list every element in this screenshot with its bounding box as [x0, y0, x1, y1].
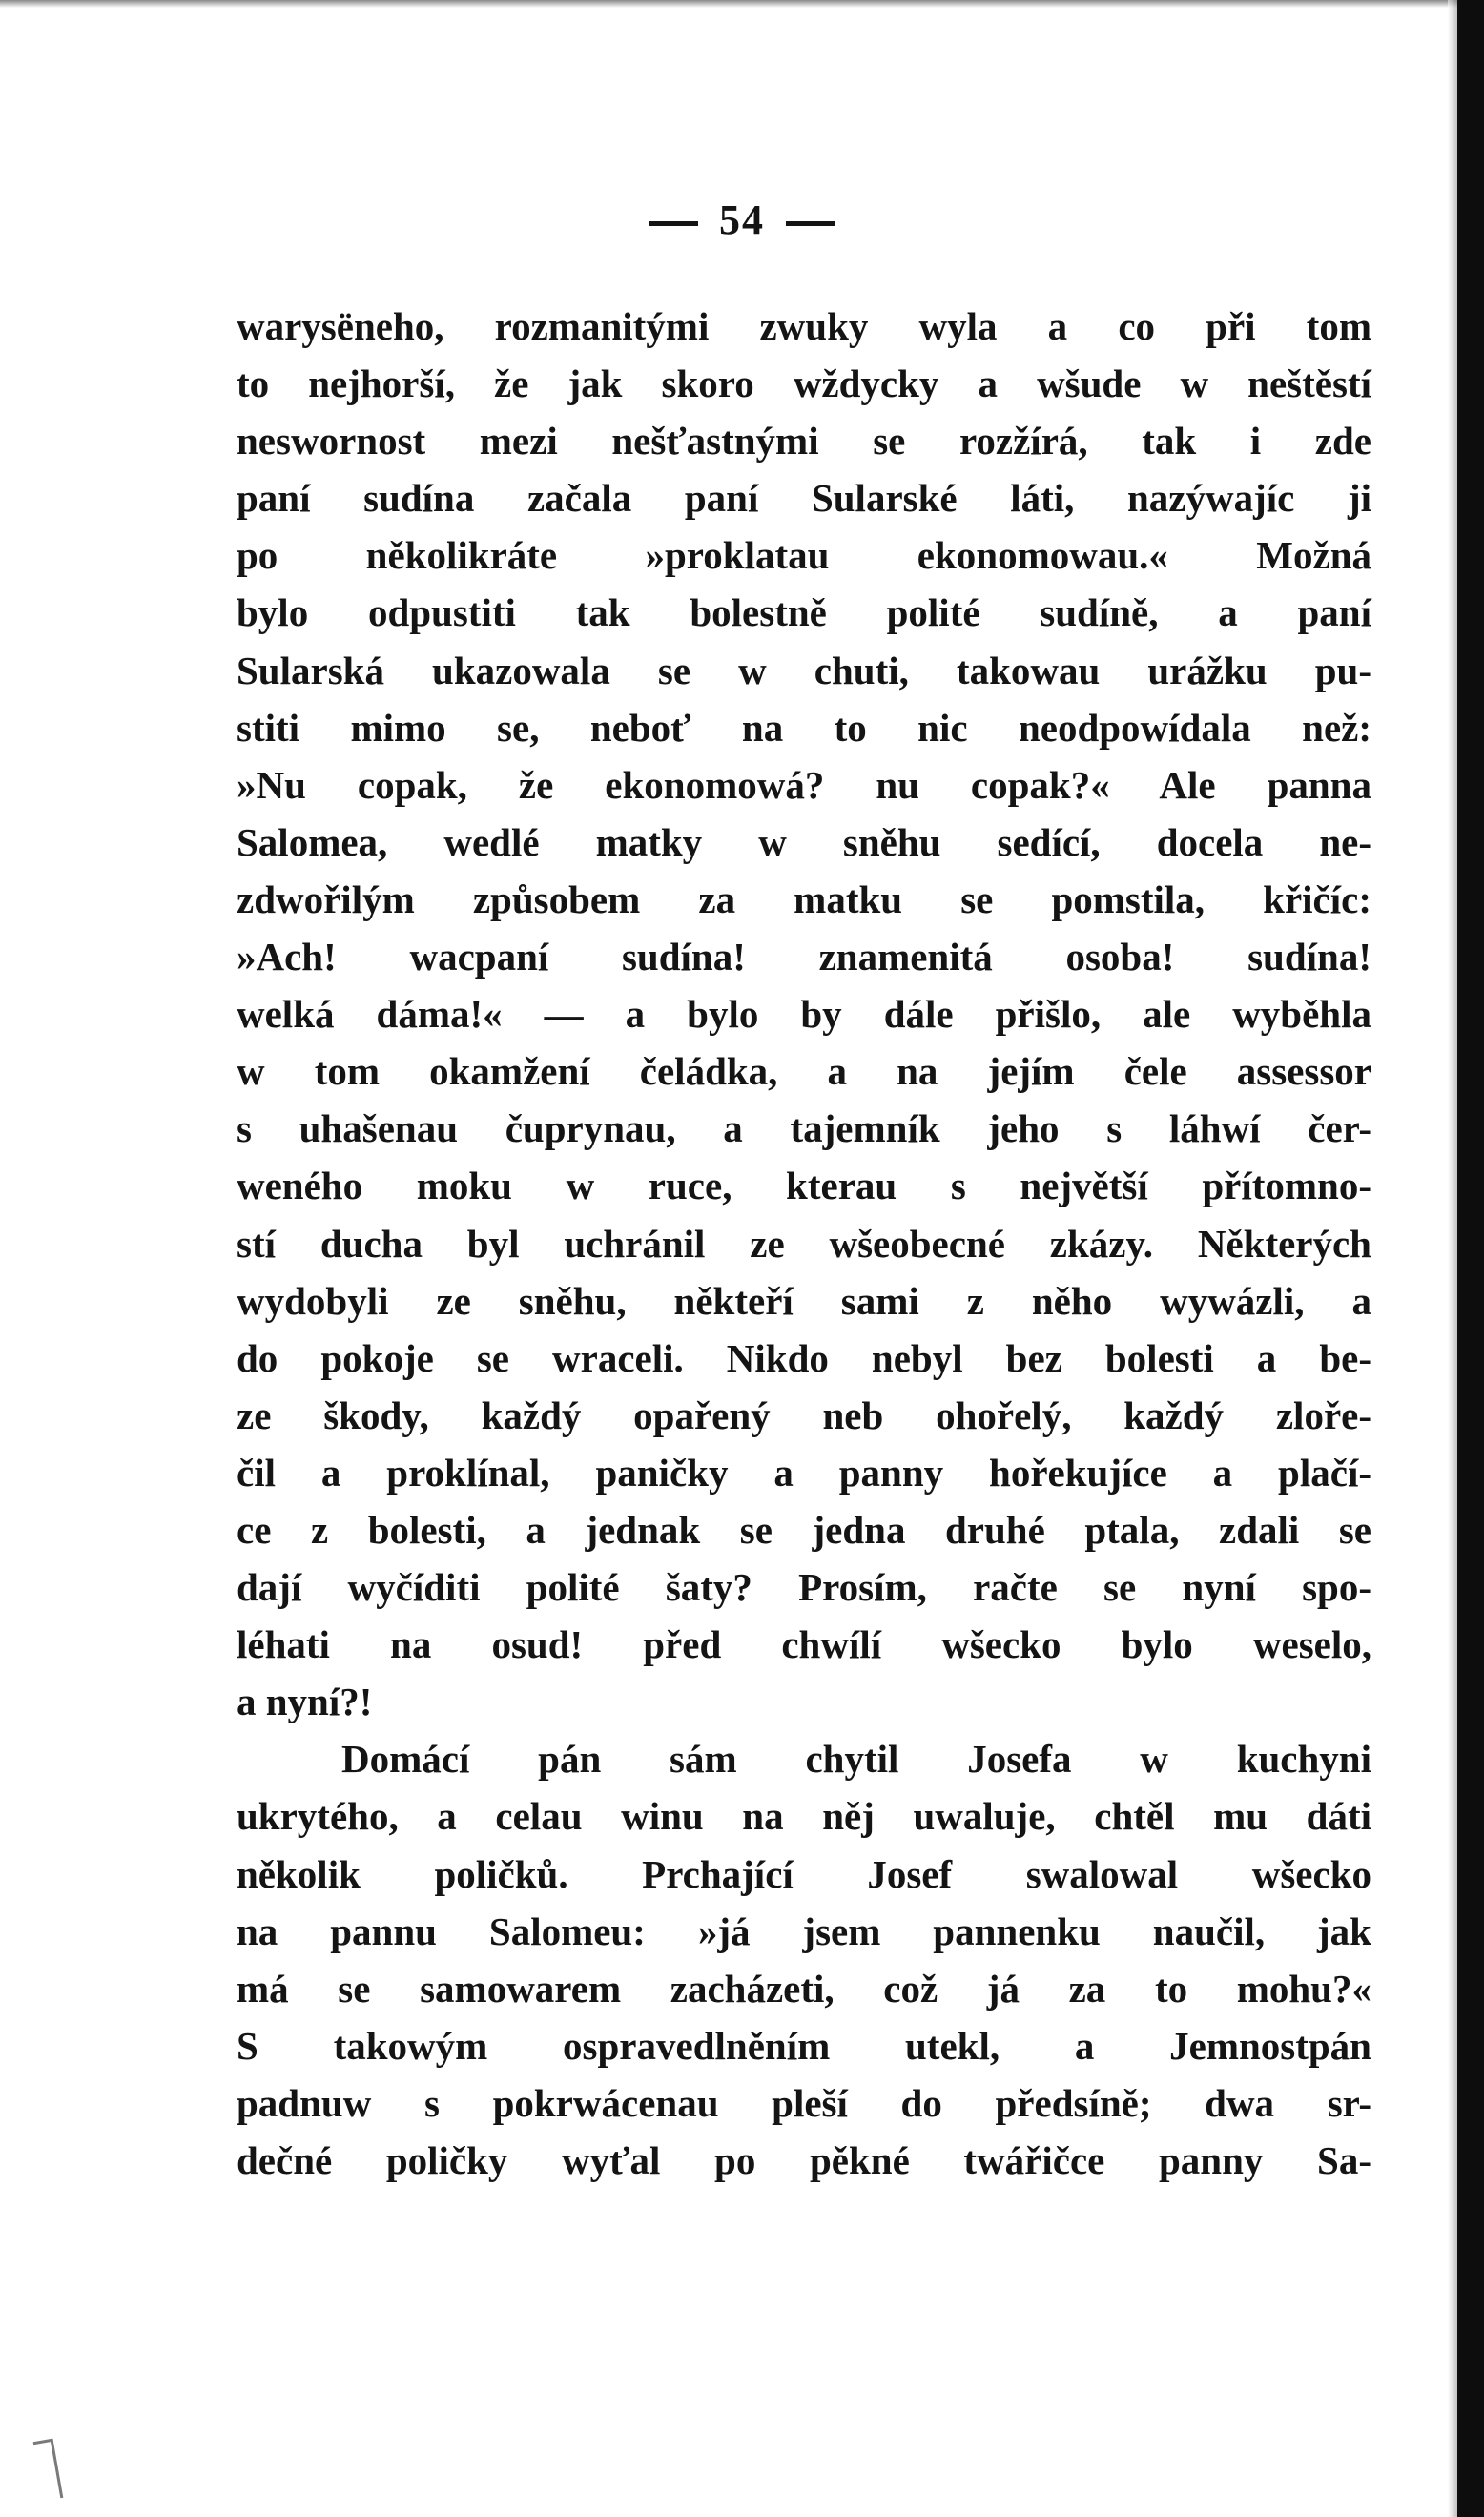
text-line: po několikráte »proklatau ekonomowau.« Možná: [237, 533, 1371, 578]
text-line: má se samowarem zacházeti, což já za to mohu?«: [237, 1966, 1371, 2011]
scan-top-edge: [0, 0, 1484, 8]
paragraph-end-line: a nyní?!: [237, 1680, 373, 1724]
text-line: léhati na osud! před chwílí wšecko bylo weselo,: [237, 1622, 1371, 1667]
text-line: ce z bolesti, a jednak se jedna druhé ptala, zdali se: [237, 1507, 1371, 1552]
scan-corner-mark: [33, 2439, 64, 2502]
text-line: čil a proklínal, paničky a panny hořekujíce a plačí-: [237, 1450, 1371, 1495]
page-number: [0, 196, 1484, 244]
text-line: Salomea, wedlé matky w sněhu sedící, docela ne-: [237, 819, 1371, 864]
page-number-value: 54: [719, 196, 765, 243]
text-line: to nejhorší, že jak skoro wždycky a wšude w neštěstí: [237, 361, 1371, 406]
text-line: ze škody, každý opařený neb ohořelý, každý zlořе-: [237, 1393, 1371, 1437]
text-line: padnuw s pokrwácenau pleší do předsíně; dwa sr-: [237, 2080, 1371, 2125]
text-line: Sularská ukazowala se w chuti, takowau urážku pu-: [237, 648, 1371, 692]
text-line: několik poličků. Prchající Josef swalowal wšecko: [237, 1851, 1371, 1896]
text-line: paní sudína začala paní Sularské láti, nazýwajíc ji: [237, 476, 1371, 521]
page-number-dash-left: [649, 221, 698, 226]
paragraph-first-line: Domácí pán sám chytil Josefa w kuchyni: [341, 1737, 1371, 1782]
text-line: dají wyčíditi polité šaty? Prosím, račte se nyní spo-: [237, 1565, 1371, 1610]
text-line: bylo odpustiti tak bolestně polité sudíně, a paní: [237, 590, 1371, 635]
text-line: w tom okamžení čeládka, a na jejím čele assessor: [237, 1049, 1371, 1094]
text-line: S takowým ospravedlněním utekl, a Jemnostpán: [237, 2023, 1371, 2068]
text-line: »Nu copak, že ekonomowá? nu copak?« Ale panna: [237, 762, 1371, 807]
text-line: »Ach! wacpaní sudína! znamenitá osoba! sudína!: [237, 935, 1371, 980]
text-line: warysёneho, rozmanitými zwuky wyla a co při tom: [237, 304, 1371, 348]
text-line: na pannu Salomeu: »já jsem pannenku naučil, jak: [237, 1908, 1371, 1953]
text-line: s uhašenau čuprynau, a tajemník jeho s láhwí čer-: [237, 1106, 1371, 1151]
text-line: wydobyli ze sněhu, někteří sami z něho wywázli, a: [237, 1278, 1371, 1323]
page-number-dash-right: [786, 221, 835, 226]
body-text: [237, 298, 1371, 2189]
text-line: weného moku w ruce, kterau s největší přítomno-: [237, 1164, 1371, 1208]
text-line: dečné poličky wyťal po pěkné twářičce panny Sa-: [237, 2138, 1371, 2182]
text-line: stiti mimo se, neboť na to nic neodpowídala než:: [237, 705, 1371, 750]
scan-binding-shadow: [1448, 0, 1457, 2517]
scan-right-edge: [1457, 0, 1484, 2517]
text-line: welká dáma!« — a bylo by dále přišlo, ale wyběhla: [237, 992, 1371, 1037]
text-line: ukrytého, a celau winu na něj uwaluje, chtěl mu dáti: [237, 1794, 1371, 1839]
text-line: stí ducha byl uchránil ze wšeobecné zkázy. Některých: [237, 1221, 1371, 1266]
text-line: zdwořilým způsobem za matku se pomstila, křičíc:: [237, 877, 1371, 921]
text-line: neswornost mezi nešťastnými se rozžírá, tak i zde: [237, 419, 1371, 464]
text-line: do pokoje se wraceli. Nikdo nebyl bez bolesti a be-: [237, 1335, 1371, 1380]
